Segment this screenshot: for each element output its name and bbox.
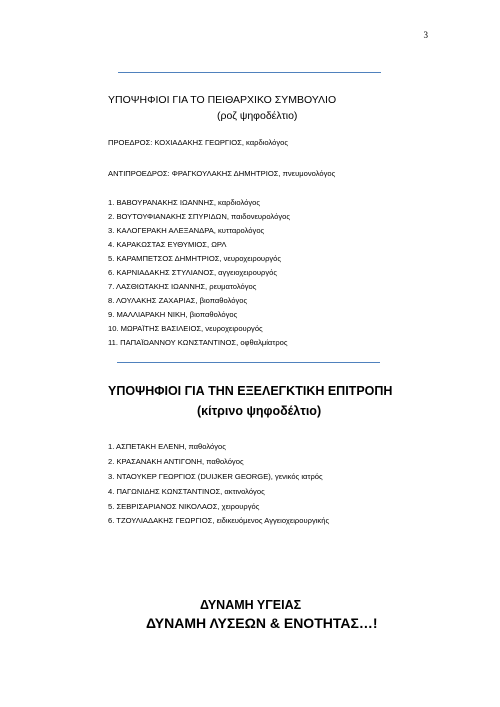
list-item: 1. ΑΣΠΕΤΑΚΗ ΕΛΕΝΗ, παθολόγος bbox=[108, 442, 226, 451]
list-item: 7. ΛΑΣΘΙΩΤΑΚΗΣ ΙΩΑΝΝΗΣ, ρευματολόγος bbox=[108, 282, 257, 291]
list-item: 2. ΒΟΥΤΟΥΦΙΑΝΑΚΗΣ ΣΠΥΡΙΔΩΝ, παιδονευρολόγος bbox=[108, 212, 291, 221]
section-divider-middle bbox=[117, 362, 380, 363]
page-number: 3 bbox=[423, 30, 428, 40]
slogan-line-2: ΔΥΝΑΜΗ ΛΥΣΕΩΝ & ΕΝΟΤΗΤΑΣ…! bbox=[146, 615, 378, 631]
list-item: 1. ΒΑΒΟΥΡΑΝΑΚΗΣ ΙΩΑΝΝΗΣ, καρδιολόγος bbox=[108, 198, 261, 207]
list-item: 3. ΝΤΑΟΥΚΕΡ ΓΕΩΡΓΙΟΣ (DUIJKER GEORGE), γενικός ιατρός bbox=[108, 472, 323, 481]
list-item: 4. ΚΑΡΑΚΩΣΤΑΣ ΕΥΘΥΜΙΟΣ, ΩΡΛ bbox=[108, 240, 227, 249]
list-item: 10. ΜΩΡΑΪΤΗΣ ΒΑΣΙΛΕΙΟΣ, νευροχειρουργός bbox=[108, 324, 263, 333]
disciplinary-ballot: (ροζ ψηφοδέλτιο) bbox=[217, 110, 298, 122]
list-item: 5. ΚΑΡΑΜΠΕΤΣΟΣ ΔΗΜΗΤΡΙΟΣ, νευροχειρουργός bbox=[108, 254, 282, 263]
list-item: 4. ΠΑΓΩΝΙΔΗΣ ΚΩΝΣΤΑΝΤΙΝΟΣ, ακτινολόγος bbox=[108, 487, 265, 496]
disciplinary-title: ΥΠΟΨΗΦΙΟΙ ΓΙΑ ΤΟ ΠΕΙΘΑΡΧΙΚΟ ΣΥΜΒΟΥΛΙΟ bbox=[108, 94, 337, 106]
section-divider-top bbox=[118, 72, 381, 73]
list-item: 3. ΚΑΛΟΓΕΡΑΚΗ ΑΛΕΞΑΝΔΡΑ, κυτταρολόγος bbox=[108, 226, 265, 235]
president-line: ΠΡΟΕΔΡΟΣ: ΚΟΧΙΑΔΑΚΗΣ ΓΕΩΡΓΙΟΣ, καρδιολόγος bbox=[108, 138, 289, 147]
list-item: 2. ΚΡΑΣΑΝΑΚΗ ΑΝΤΙΓΟΝΗ, παθολόγος bbox=[108, 457, 244, 466]
audit-title: ΥΠΟΨΗΦΙΟΙ ΓΙΑ ΤΗΝ ΕΞΕΛΕΓΚΤΙΚΗ ΕΠΙΤΡΟΠΗ bbox=[108, 384, 393, 398]
list-item: 11. ΠΑΠΑΪΩΑΝΝΟΥ ΚΩΝΣΤΑΝΤΙΝΟΣ, οφθαλμίατρος bbox=[108, 338, 288, 347]
vice-president-line: ΑΝΤΙΠΡΟΕΔΡΟΣ: ΦΡΑΓΚΟΥΛΑΚΗΣ ΔΗΜΗΤΡΙΟΣ, πνευμονολόγος bbox=[108, 169, 336, 178]
list-item: 8. ΛΟΥΛΑΚΗΣ ΖΑΧΑΡΙΑΣ, βιοπαθολόγος bbox=[108, 296, 248, 305]
list-item: 9. ΜΑΛΛΙΑΡΑΚΗ ΝΙΚΗ, βιοπαθολόγος bbox=[108, 310, 238, 319]
list-item: 6. ΚΑΡΝΙΑΔΑΚΗΣ ΣΤΥΛΙΑΝΟΣ, αγγειοχειρουργός bbox=[108, 268, 278, 277]
audit-ballot: (κίτρινο ψηφοδέλτιο) bbox=[197, 404, 322, 418]
slogan-line-1: ΔΥΝΑΜΗ ΥΓΕΙΑΣ bbox=[200, 598, 302, 612]
list-item: 6. ΤΖΟΥΛΙΑΔΑΚΗΣ ΓΕΩΡΓΙΟΣ, ειδικευόμενος Αγγειοχειρουργικής bbox=[108, 516, 330, 525]
list-item: 5. ΣΕΒΡΙΣΑΡΙΑΝΟΣ ΝΙΚΟΛΑΟΣ, χειρουργός bbox=[108, 502, 260, 511]
